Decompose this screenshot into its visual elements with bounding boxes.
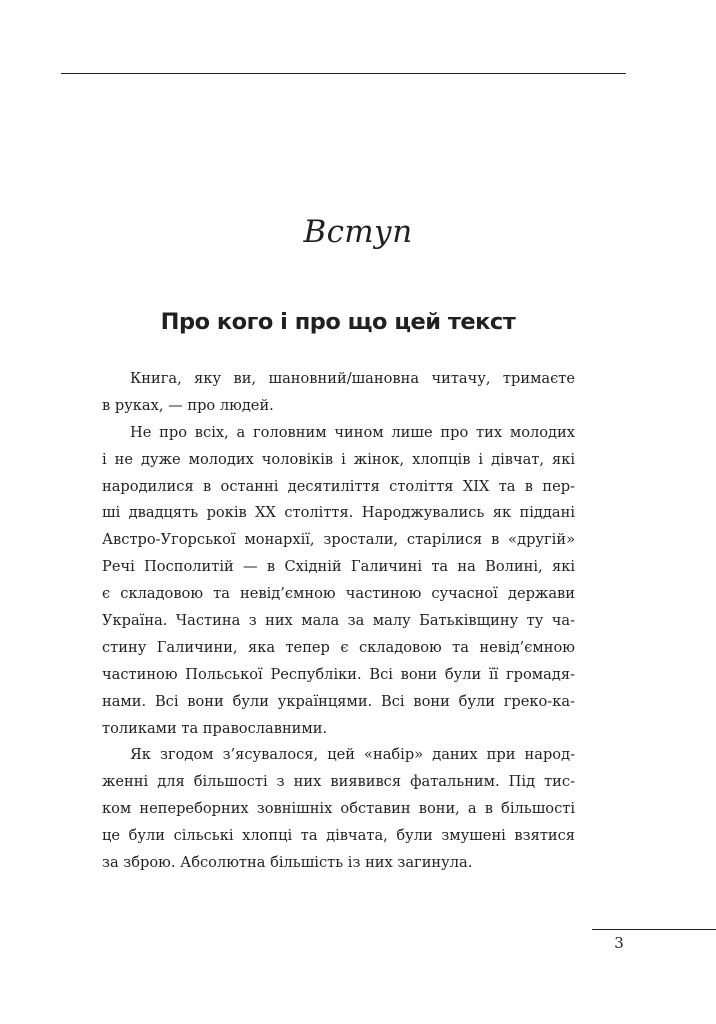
footer-rule [592, 929, 716, 930]
header-rule [61, 73, 626, 74]
text-line: ші двадцять років XX століття. Народжувались як піддані [102, 504, 575, 522]
text-line: народилися в останні десятиліття століття XIX та в пер- [102, 477, 575, 495]
text-line: за зброю. Абсолютна більшість із них загинула. [102, 854, 473, 872]
text-line: і не дуже молодих чоловіків і жінок, хлопців і дівчат, які [102, 450, 575, 468]
text-line: толиками та православними. [102, 719, 328, 737]
text-line: женні для більшості з них виявився фатальним. Під тис- [102, 773, 575, 791]
section-heading: Про кого і про що цей текст [160, 309, 516, 335]
text-line: нами. Всі вони були українцями. Всі вони були греко-ка- [102, 692, 575, 710]
chapter-title: Вступ [303, 214, 413, 250]
text-line: ком непереборних зовнішніх обставин вони, а в більшості [102, 800, 575, 818]
text-line: стину Галичини, яка тепер є складовою та невід’ємною [102, 638, 575, 656]
text-line: Книга, яку ви, шановний/шановна читачу, тримаєте [130, 370, 575, 387]
body-text [102, 366, 575, 877]
text-line: в руках, — про людей. [102, 396, 274, 414]
text-line: Не про всіх, а головним чином лише про тих молодих [130, 423, 575, 441]
text-line: Речі Посполитій — в Східній Галичині та на Волині, які [102, 558, 575, 576]
text-line: частиною Польської Республіки. Всі вони були її громадя- [102, 665, 575, 683]
page-number: 3 [614, 934, 624, 952]
text-line: Австро-Угорської монархії, зростали, старілися в «другій» [102, 531, 575, 549]
text-line: Україна. Частина з них мала за малу Батьківщину ту ча- [102, 612, 575, 630]
text-line: це були сільські хлопці та дівчата, були змушені взятися [102, 827, 575, 845]
text-line: є складовою та невід’ємною частиною сучасної держави [102, 585, 575, 603]
text-line: Як згодом з’ясувалося, цей «набір» даних при народ- [130, 746, 575, 764]
